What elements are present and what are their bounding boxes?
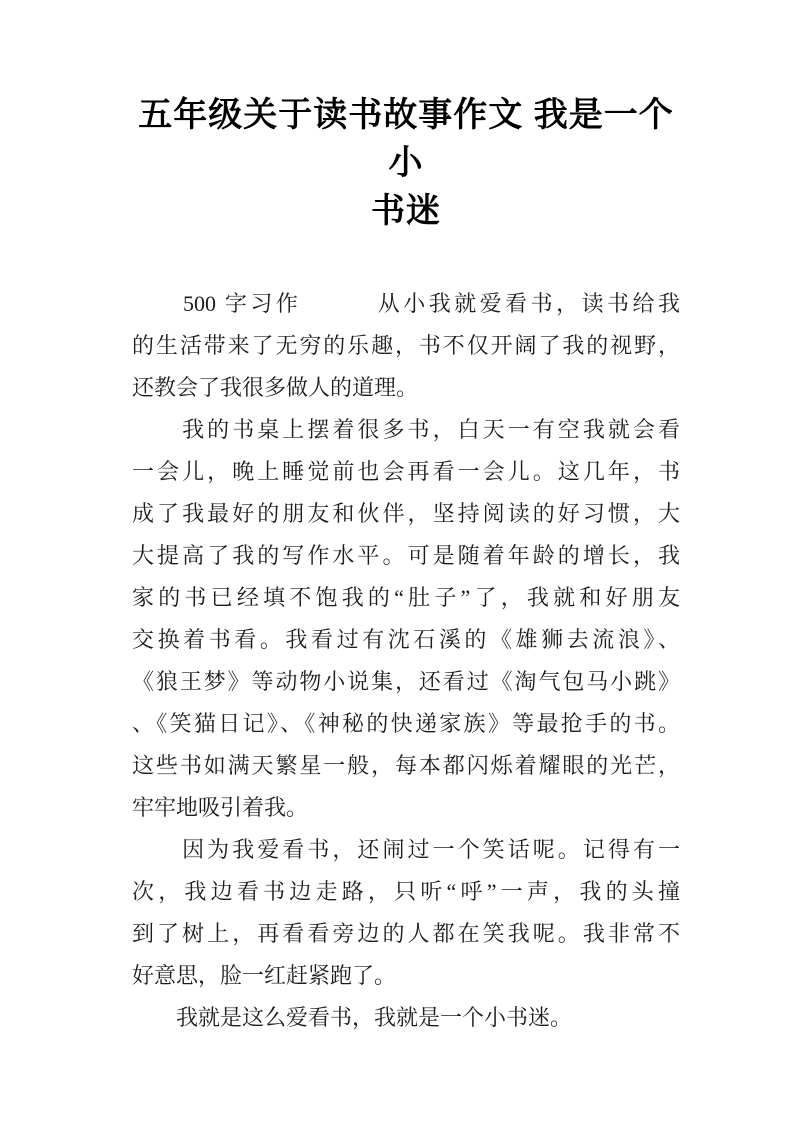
paragraph-intro (132, 283, 680, 409)
text-line: 500 字习作 从小我就爱看书，读书给我 (132, 291, 680, 316)
text-line: 交换着书看。我看过有沈石溪的《雄狮去流浪》、 (132, 627, 680, 652)
text-line: 这些书如满天繁星一般，每本都闪烁着耀眼的光芒， (132, 753, 680, 778)
text-line: 家的书已经填不饱我的“肚子”了，我就和好朋友 (132, 585, 680, 610)
text-line: 我的书桌上摆着很多书，白天一有空我就会看 (132, 417, 680, 442)
title-line-2: 书迷 (371, 192, 441, 230)
text-line: 一会儿，晚上睡觉前也会再看一会儿。这几年，书 (132, 459, 680, 484)
document-title (132, 91, 680, 235)
title-line-1: 五年级关于读书故事作文 我是一个小 (138, 96, 674, 182)
text-line: 还教会了我很多做人的道理。 (132, 375, 419, 400)
text-line: 、《笑猫日记》、《神秘的快递家族》等最抢手的书。 (132, 711, 680, 736)
text-line: 我就是这么爱看书，我就是一个小书迷。 (132, 1005, 573, 1030)
paragraph-funny-story (132, 829, 680, 997)
text-line: 成了我最好的朋友和伙伴，坚持阅读的好习惯，大 (132, 501, 680, 526)
text-line: 因为我爱看书，还闹过一个笑话呢。记得有一 (132, 837, 680, 862)
text-line: 大提高了我的写作水平。可是随着年龄的增长，我 (132, 543, 680, 568)
text-line: 牢牢地吸引着我。 (132, 795, 309, 820)
paragraph-conclusion (132, 997, 680, 1039)
text-line: 《狼王梦》等动物小说集，还看过《淘气包马小跳》 (132, 669, 680, 694)
text-line: 次，我边看书边走路，只听“呼”一声，我的头撞 (132, 879, 680, 904)
text-line: 到了树上，再看看旁边的人都在笑我呢。我非常不 (132, 921, 680, 946)
text-line: 好意思，脸一红赶紧跑了。 (132, 963, 397, 988)
text-line: 的生活带来了无穷的乐趣，书不仅开阔了我的视野， (132, 333, 680, 358)
document-body (132, 283, 680, 1039)
paragraph-books (132, 409, 680, 829)
